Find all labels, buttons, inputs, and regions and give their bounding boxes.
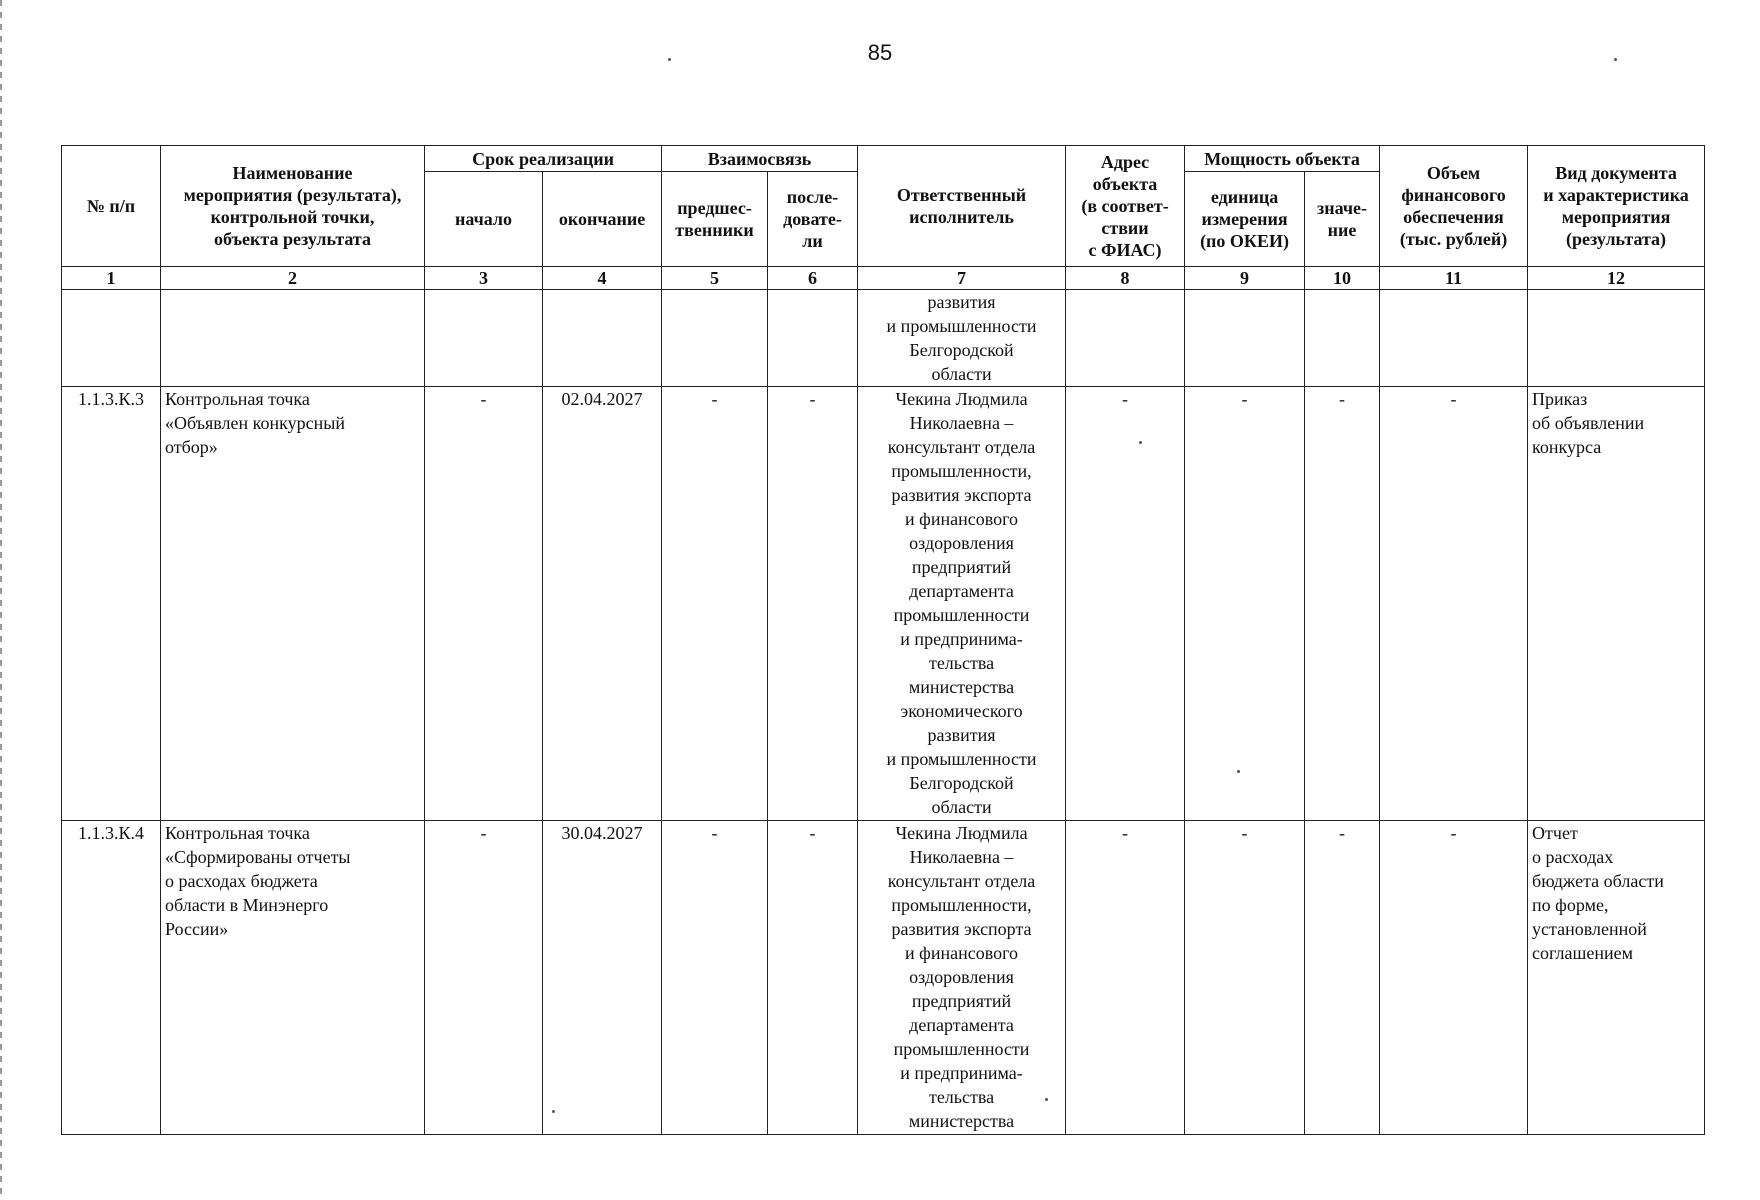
text-line: мероприятия <box>1561 207 1671 227</box>
text-line: бюджета области <box>1532 871 1664 891</box>
row-value: - <box>1305 387 1380 821</box>
text-line: после- <box>786 187 839 207</box>
text-line: Белгородской <box>909 340 1014 360</box>
row-address <box>1066 290 1185 387</box>
text-line: Вид документа <box>1555 163 1677 183</box>
text-line: оздоровления <box>909 533 1014 553</box>
text-line: финансового <box>1401 185 1506 205</box>
text-line: довате- <box>783 209 842 229</box>
scan-speck <box>552 1110 555 1113</box>
header-link-prev <box>662 172 768 267</box>
text-line: соглашением <box>1532 943 1633 963</box>
page-number: 85 <box>867 40 893 65</box>
text-line: департамента <box>909 581 1014 601</box>
scan-speck <box>1237 770 1240 773</box>
text-line: ние <box>1327 220 1357 240</box>
text-line: развития экспорта <box>891 485 1032 505</box>
text-line: отбор» <box>165 437 218 457</box>
text-line: министерства <box>908 677 1015 697</box>
text-line: Контрольная точка <box>165 823 310 843</box>
header-capacity-unit <box>1185 172 1305 267</box>
row-start: - <box>425 821 543 1135</box>
row-number <box>62 290 161 387</box>
text-line: единица <box>1210 187 1279 207</box>
header-name <box>161 146 425 267</box>
text-line: промышленности <box>893 605 1030 625</box>
row-prev: - <box>662 821 768 1135</box>
text-line: Наименование <box>232 163 353 183</box>
row-start <box>425 290 543 387</box>
text-line: установленной <box>1532 919 1647 939</box>
row-unit: - <box>1185 821 1305 1135</box>
text-line: и промышленности <box>886 316 1037 336</box>
text-line: Чекина Людмила <box>895 389 1028 409</box>
text-line: промышленности, <box>891 461 1032 481</box>
text-line: и промышленности <box>886 749 1037 769</box>
table-row <box>62 387 1705 821</box>
text-line: Отчет <box>1532 823 1578 843</box>
row-unit: - <box>1185 387 1305 821</box>
scan-edge <box>0 0 2 1200</box>
row-address: - <box>1066 821 1185 1135</box>
text-line: твенники <box>675 220 754 240</box>
text-line: контрольной точки, <box>210 207 375 227</box>
text-line: и предпринима- <box>900 1063 1023 1083</box>
text-line: и финансового <box>905 509 1019 529</box>
text-line: значе- <box>1317 198 1368 218</box>
text-line: объекта <box>1092 174 1158 194</box>
text-line: экономического <box>900 701 1023 721</box>
table-row <box>62 821 1705 1135</box>
text-line: исполнитель <box>909 207 1014 227</box>
text-line: России» <box>165 919 229 939</box>
text-line: Чекина Людмила <box>895 823 1028 843</box>
column-number: 8 <box>1066 267 1185 290</box>
text-line: промышленности, <box>891 895 1032 915</box>
text-line: мероприятия (результата), <box>183 185 402 205</box>
text-line: Николаевна – <box>909 413 1014 433</box>
header-document <box>1528 146 1705 267</box>
text-line: Ответственный <box>896 185 1027 205</box>
text-line: (по ОКЕИ) <box>1200 231 1289 251</box>
text-line: о расходах бюджета <box>165 871 318 891</box>
column-number: 5 <box>662 267 768 290</box>
row-start: - <box>425 387 543 821</box>
header-term-end: окончание <box>543 172 662 267</box>
text-line: ли <box>802 231 823 251</box>
row-document <box>1528 387 1705 821</box>
text-line: министерства <box>908 1111 1015 1131</box>
text-line: области в Минэнерго <box>165 895 329 915</box>
scan-speck <box>668 58 671 61</box>
text-line: Объем <box>1426 163 1481 183</box>
text-line: (в соответ- <box>1081 196 1169 216</box>
column-number: 6 <box>768 267 858 290</box>
text-line: тельства <box>928 1087 995 1107</box>
row-number: 1.1.3.К.3 <box>62 387 161 821</box>
row-finance: - <box>1380 387 1528 821</box>
text-line: Белгородской <box>909 773 1014 793</box>
text-line: и финансового <box>905 943 1019 963</box>
text-line: «Сформированы отчеты <box>165 847 351 867</box>
text-line: о расходах <box>1532 847 1614 867</box>
header-responsible <box>858 146 1066 267</box>
text-line: развития <box>927 292 996 312</box>
row-responsible <box>858 387 1066 821</box>
row-prev: - <box>662 387 768 821</box>
text-line: оздоровления <box>909 967 1014 987</box>
text-line: тельства <box>928 653 995 673</box>
row-unit <box>1185 290 1305 387</box>
header-row-top <box>62 146 1705 172</box>
row-value: - <box>1305 821 1380 1135</box>
row-document <box>1528 821 1705 1135</box>
row-next: - <box>768 821 858 1135</box>
text-line: департамента <box>909 1015 1014 1035</box>
text-line: и предпринима- <box>900 629 1023 649</box>
row-prev <box>662 290 768 387</box>
scan-speck <box>1139 441 1142 444</box>
row-next: - <box>768 387 858 821</box>
text-line: предшес- <box>677 198 752 218</box>
text-line: обеспечения <box>1403 207 1504 227</box>
header-capacity-group: Мощность объекта <box>1185 146 1380 172</box>
text-line: области <box>931 797 992 817</box>
header-finance <box>1380 146 1528 267</box>
scan-speck <box>1614 58 1617 61</box>
header-capacity-value <box>1305 172 1380 267</box>
row-end: 02.04.2027 <box>543 387 662 821</box>
text-line: промышленности <box>893 1039 1030 1059</box>
text-line: ствии <box>1101 218 1149 238</box>
column-number: 4 <box>543 267 662 290</box>
row-name <box>161 387 425 821</box>
text-line: консультант отдела <box>887 871 1036 891</box>
text-line: (тыс. рублей) <box>1399 229 1508 249</box>
text-line: Контрольная точка <box>165 389 310 409</box>
scan-speck <box>1045 1098 1048 1101</box>
row-number: 1.1.3.К.4 <box>62 821 161 1135</box>
header-address <box>1066 146 1185 267</box>
text-line: области <box>931 364 992 384</box>
header-link-next <box>768 172 858 267</box>
column-number: 1 <box>62 267 161 290</box>
activity-table <box>61 145 1705 1135</box>
text-line: Николаевна – <box>909 847 1014 867</box>
text-line: конкурса <box>1532 437 1602 457</box>
row-name <box>161 290 425 387</box>
row-finance: - <box>1380 821 1528 1135</box>
text-line: Адрес <box>1100 152 1150 172</box>
row-next <box>768 290 858 387</box>
header-term-start: начало <box>425 172 543 267</box>
text-line: предприятий <box>911 557 1012 577</box>
header-term-group: Срок реализации <box>425 146 662 172</box>
header-num: № п/п <box>62 146 161 267</box>
row-document <box>1528 290 1705 387</box>
row-address: - <box>1066 387 1185 821</box>
text-line: об объявлении <box>1532 413 1645 433</box>
row-name <box>161 821 425 1135</box>
row-value <box>1305 290 1380 387</box>
text-line: развития экспорта <box>891 919 1032 939</box>
column-number: 2 <box>161 267 425 290</box>
text-line: измерения <box>1201 209 1288 229</box>
column-number: 9 <box>1185 267 1305 290</box>
text-line: Приказ <box>1532 389 1588 409</box>
column-number: 11 <box>1380 267 1528 290</box>
row-responsible <box>858 290 1066 387</box>
text-line: объекта результата <box>214 229 371 249</box>
text-line: консультант отдела <box>887 437 1036 457</box>
column-number-row <box>62 267 1705 290</box>
column-number: 7 <box>858 267 1066 290</box>
text-line: и характеристика <box>1543 185 1689 205</box>
text-line: с ФИАС) <box>1088 240 1162 260</box>
column-number: 12 <box>1528 267 1705 290</box>
column-number: 3 <box>425 267 543 290</box>
text-line: предприятий <box>911 991 1012 1011</box>
text-line: по форме, <box>1532 895 1609 915</box>
table-row <box>62 290 1705 387</box>
text-line: (результата) <box>1566 229 1667 249</box>
header-link-group: Взаимосвязь <box>662 146 858 172</box>
row-end: 30.04.2027 <box>543 821 662 1135</box>
text-line: «Объявлен конкурсный <box>165 413 345 433</box>
row-finance <box>1380 290 1528 387</box>
text-line: развития <box>927 725 996 745</box>
row-end <box>543 290 662 387</box>
column-number: 10 <box>1305 267 1380 290</box>
row-responsible <box>858 821 1066 1135</box>
